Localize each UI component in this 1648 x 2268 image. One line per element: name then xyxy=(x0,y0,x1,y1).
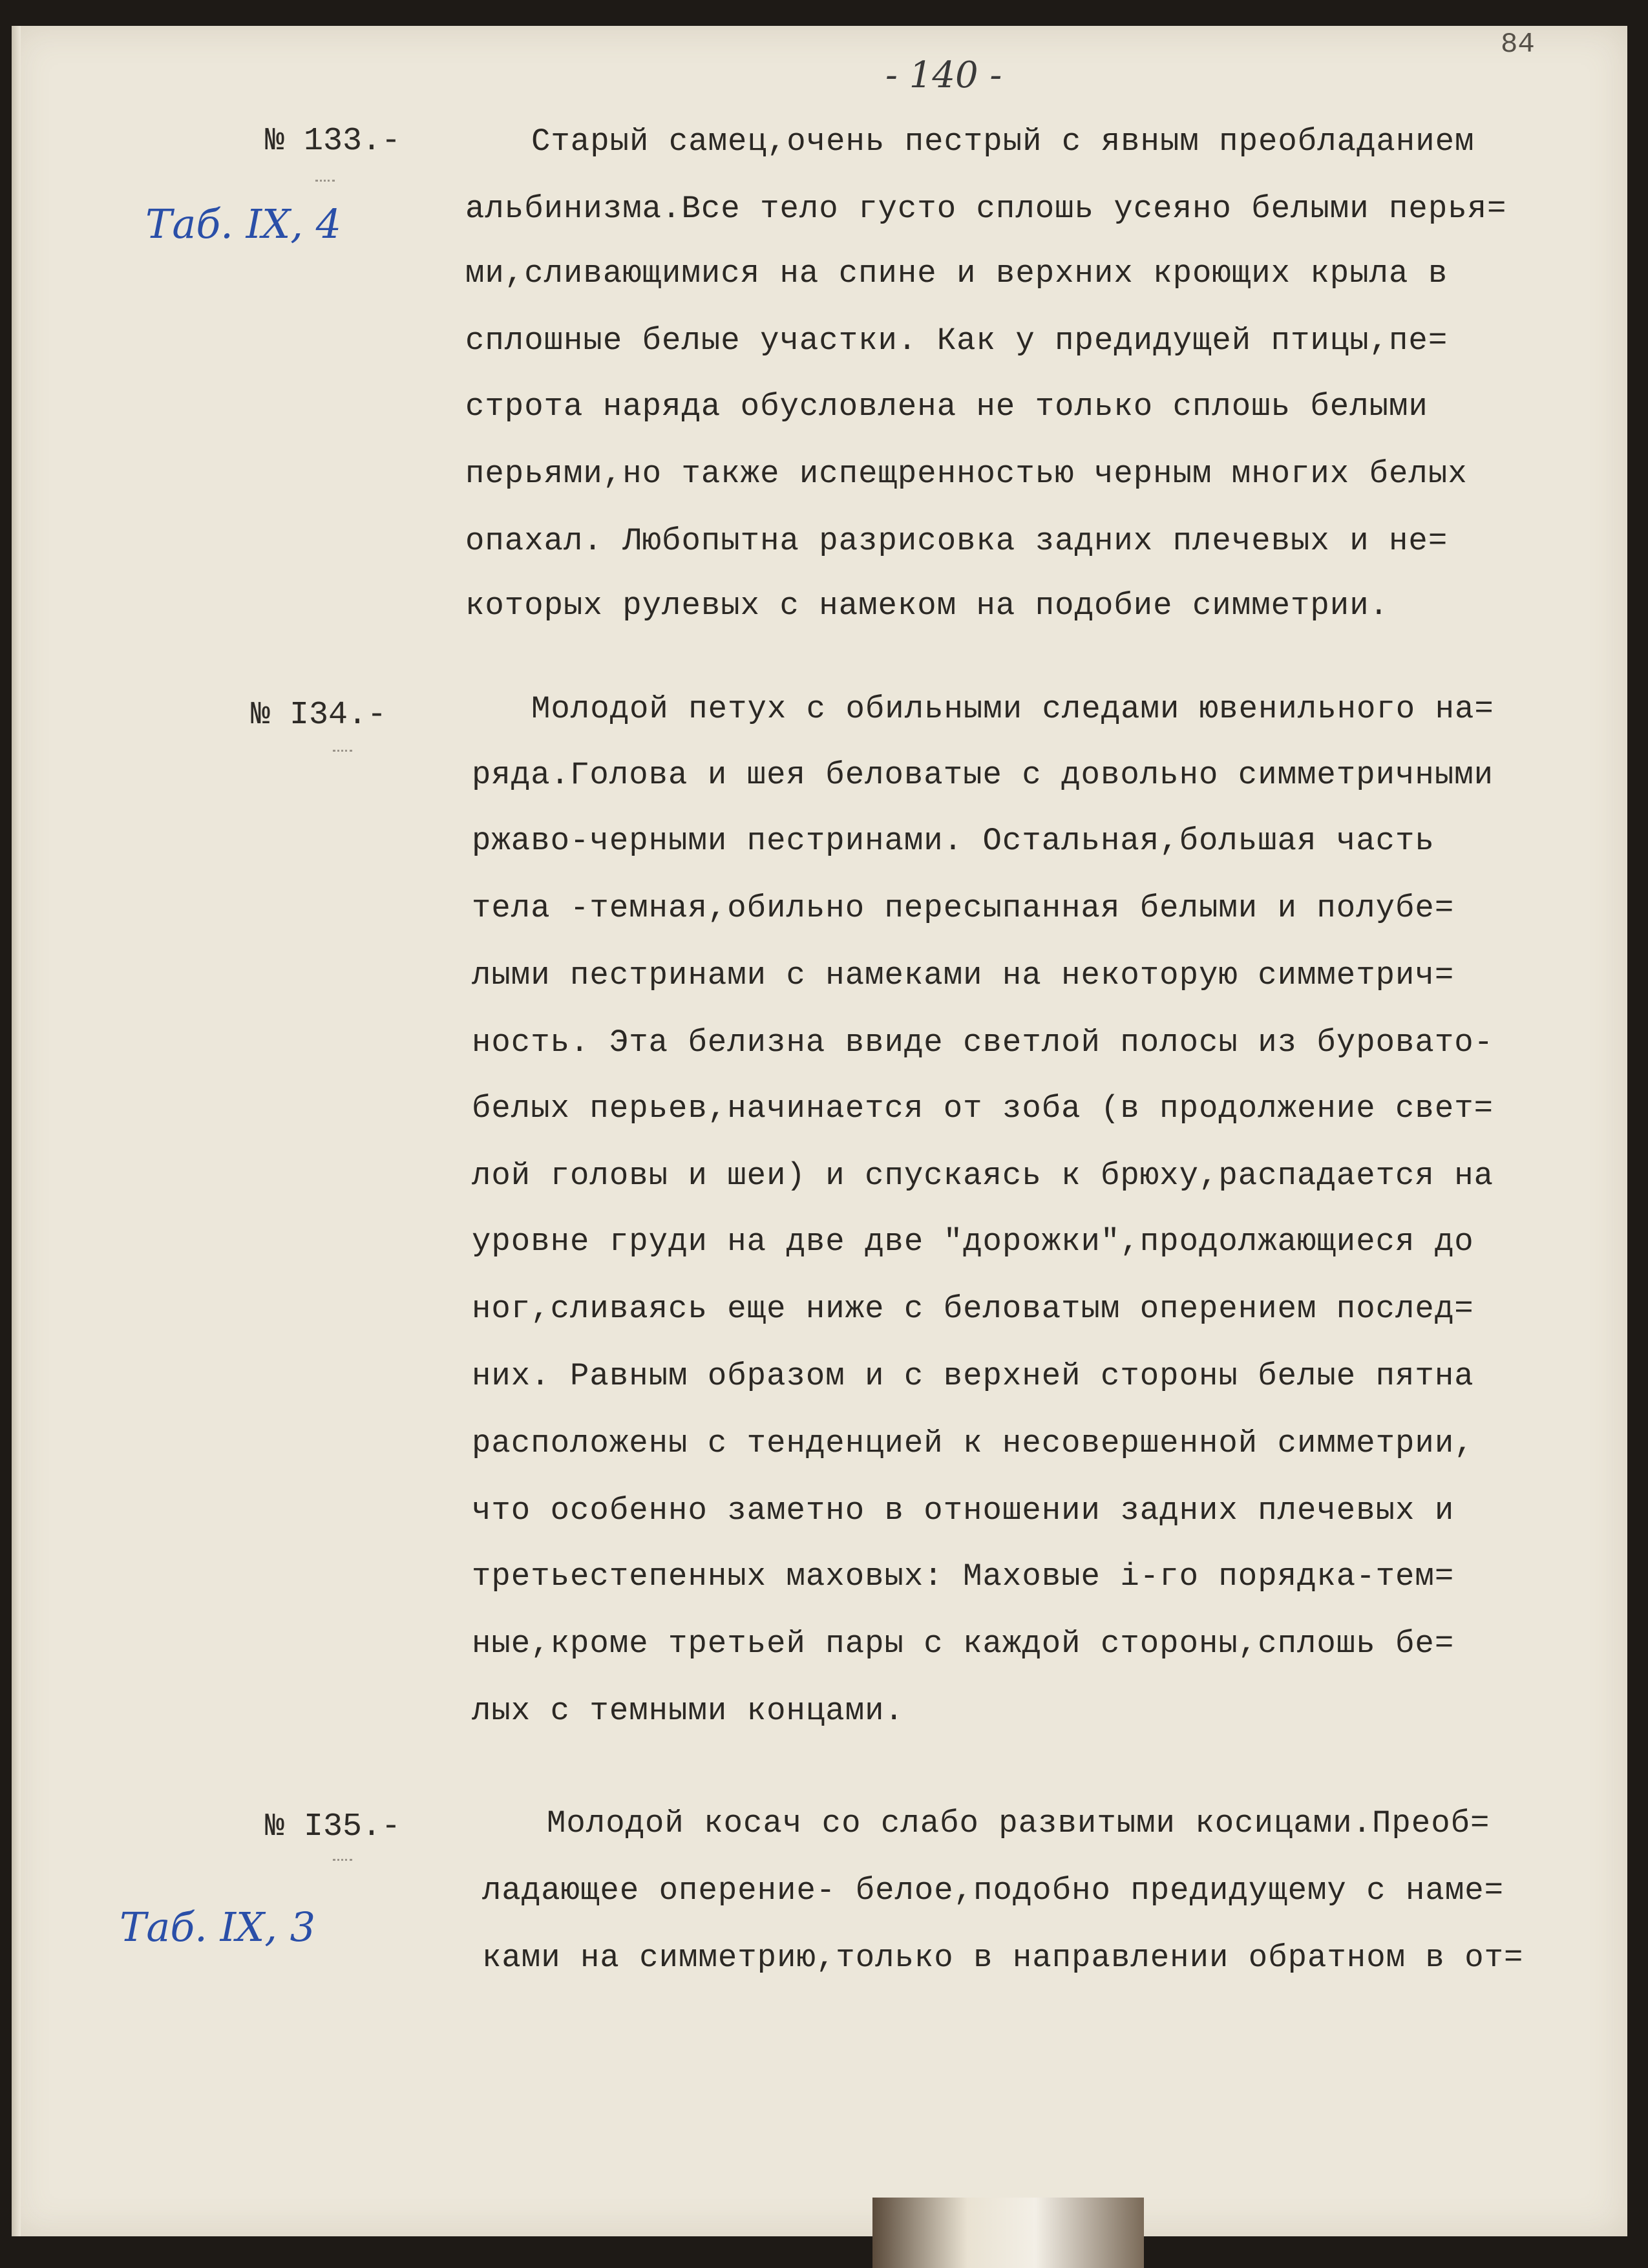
scan-background-strip xyxy=(872,2198,1144,2268)
entry-134-line: ные,кроме третьей пары с каждой стороны,сплошь бе= xyxy=(472,1626,1455,1662)
entry-133-line: ми,сливающимися на спине и верхних кроющих крыла в xyxy=(465,255,1448,291)
entry-134-line: лой головы и шеи) и спускаясь к брюху,распадается на xyxy=(472,1158,1494,1194)
entry-134-line: расположены с тенденцией к несовершенной симметрии, xyxy=(472,1425,1474,1461)
entry-133-line: строта наряда обусловлена не только сплошь белыми xyxy=(465,388,1428,425)
entry-135-line: ками на симметрию,только в направлении обратном в от= xyxy=(482,1940,1524,1976)
entry-134-line: них. Равным образом и с верхней стороны белые пятна xyxy=(472,1358,1474,1394)
entry-134-line: ног,сливаясь еще ниже с беловатым оперением послед= xyxy=(472,1291,1474,1327)
tick-mark xyxy=(333,750,352,757)
archive-page-number: - 140 - xyxy=(885,54,1002,96)
entry-135-line: ладающее оперение- белое,подобно предидущему с наме= xyxy=(482,1872,1505,1909)
entry-number-134: № I34.- xyxy=(251,697,387,734)
page-number: 84 xyxy=(1501,28,1535,61)
entry-134-line: тела -темная,обильно пересыпанная белыми и полубе= xyxy=(472,890,1455,926)
entry-133-line: Старый самец,очень пестрый с явным преобладанием xyxy=(531,123,1475,160)
entry-133-line: которых рулевых с намеком на подобие симметрии. xyxy=(465,588,1389,624)
margin-note-table-ref: Таб. IX, 4 xyxy=(145,200,342,248)
entry-number-133: № 133.- xyxy=(265,123,401,160)
entry-134-line: лыми пестринами с намеками на некоторую симметрич= xyxy=(472,957,1455,993)
entry-134-line: ряда.Голова и шея беловатые с довольно симметричными xyxy=(472,757,1494,793)
entry-number-135: № I35.- xyxy=(265,1808,401,1845)
entry-134-line: что особенно заметно в отношении задних плечевых и xyxy=(472,1492,1455,1529)
entry-133-line: перьями,но также испещренностью черным многих белых xyxy=(465,456,1468,492)
entry-133-line: альбинизма.Все тело густо сплошь усеяно белыми перья= xyxy=(465,191,1507,227)
entry-134-line: уровне груди на две две "дорожки",продолжающиеся до xyxy=(472,1224,1474,1260)
entry-134-line: Молодой петух с обильными следами ювенильного на= xyxy=(531,691,1494,727)
entry-133-line: опахал. Любопытна разрисовка задних плечевых и не= xyxy=(465,523,1448,559)
entry-134-line: лых с темными концами. xyxy=(472,1693,904,1729)
entry-134-line: третьестепенных маховых: Маховые i-го порядка-тем= xyxy=(472,1558,1455,1595)
entry-133-line: сплошные белые участки. Как у предидущей птицы,пе= xyxy=(465,323,1448,359)
entry-135-line: Молодой косач со слабо развитыми косицами.Преоб= xyxy=(547,1805,1490,1841)
page-edge-shadow xyxy=(12,26,21,2236)
entry-134-line: ржаво-черными пестринами. Остальная,большая часть xyxy=(472,823,1435,859)
entry-134-line: белых перьев,начинается от зоба (в продолжение свет= xyxy=(472,1090,1494,1127)
entry-134-line: ность. Эта белизна ввиде светлой полосы из буровато- xyxy=(472,1024,1494,1061)
margin-note-table-ref: Таб. IX, 3 xyxy=(120,1903,316,1951)
tick-mark xyxy=(333,1859,352,1866)
tick-mark xyxy=(315,180,335,187)
